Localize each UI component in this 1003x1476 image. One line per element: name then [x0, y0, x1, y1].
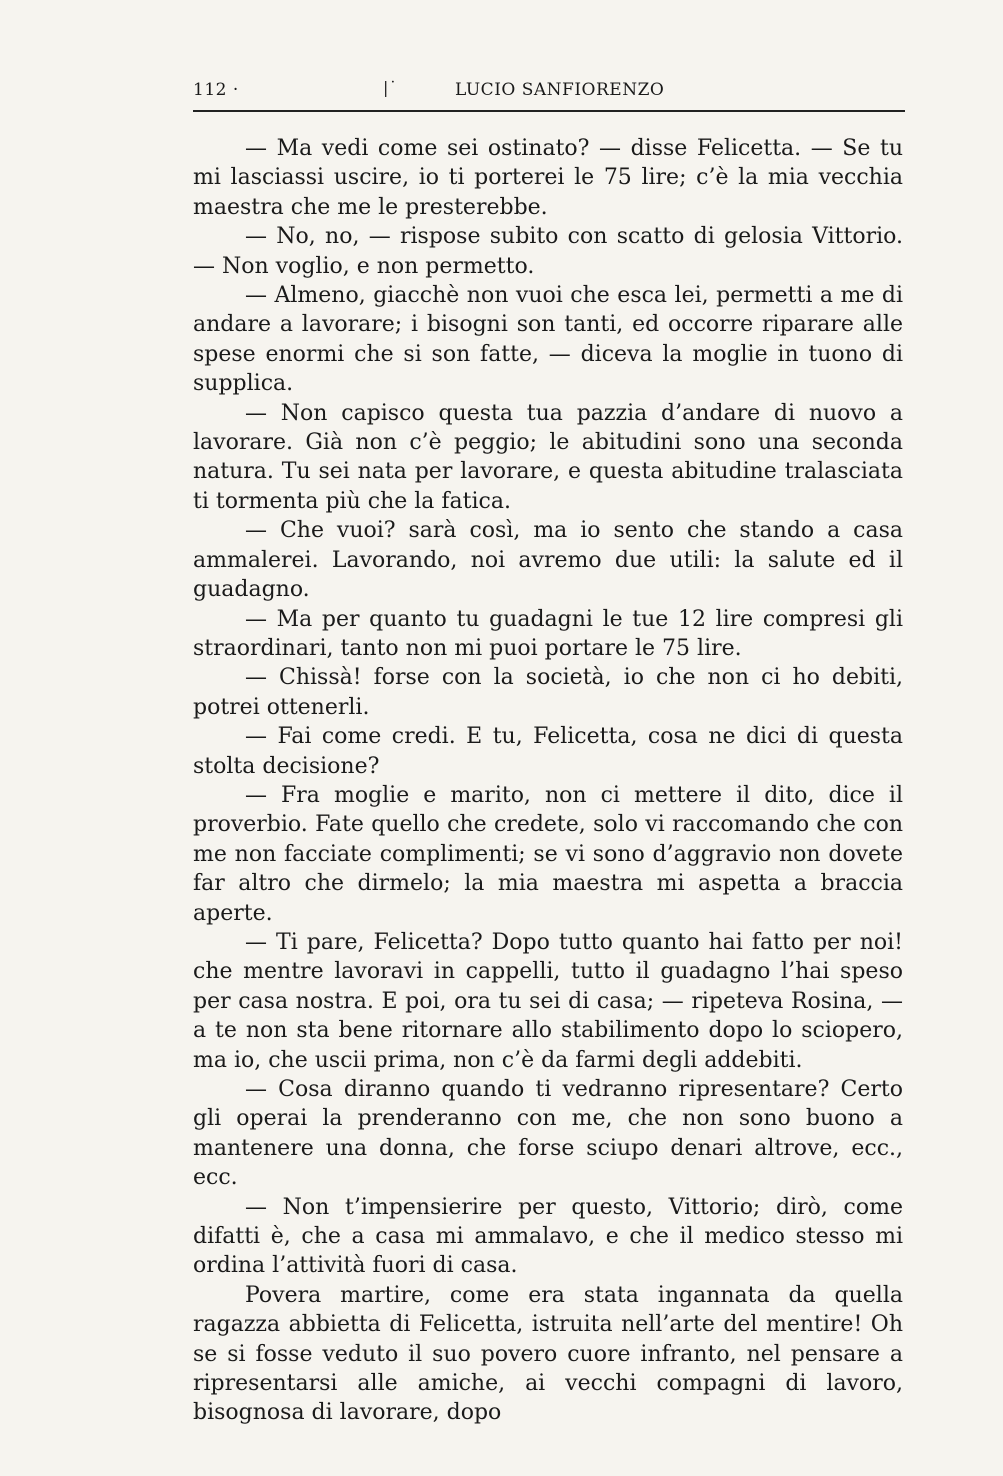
paragraph: — Non t’impensierire per questo, Vittorio; dirò, come difatti è, che a casa mi ammalavo, e che il medico stesso mi ordina l’attività fuori di casa. — [193, 1194, 903, 1279]
paragraph: Povera martire, come era stata ingannata da quella ragazza abbietta di Felicetta, istruita nell’arte del mentire! Oh se si fosse veduto il suo povero cuore infranto, nel pensare a ripresentarsi alle amiche, ai vecchi compagni di lavoro, bisognosa di lavorare, dopo — [193, 1282, 903, 1426]
paragraph: — Almeno, giacchè non vuoi che esca lei, permetti a me di andare a lavorare; i bisogni son tanti, ed occorre riparare alle spese enormi che si son fatte, — diceva la moglie in tuono di supplica. — [193, 283, 903, 397]
paragraph: — Ma per quanto tu guadagni le tue 12 lire compresi gli straordinari, tanto non mi puoi portare le 75 lire. — [193, 606, 903, 661]
running-title: LUCIO SANFIORENZO — [455, 80, 665, 100]
paragraph: — Chissà! forse con la società, io che non ci ho debiti, potrei ottenerli. — [193, 665, 903, 720]
paragraph: — No, no, — rispose subito con scatto di gelosia Vittorio. — Non voglio, e non permetto. — [193, 224, 903, 279]
paragraph: — Fai come credi. E tu, Felicetta, cosa ne dici di questa stolta decisione? — [193, 724, 903, 779]
paragraph: — Ti pare, Felicetta? Dopo tutto quanto hai fatto per noi! che mentre lavoravi in cappelli, tutto il guadagno l’hai speso per casa nostra. E poi, ora tu sei di casa; — ripeteva Rosina, — a te non sta bene ritornare allo stabilimento dopo lo sciopero, ma io, che uscii prima, non c’è da farmi degli addebiti. — [193, 929, 903, 1073]
paragraph: — Che vuoi? sarà così, ma io sento che stando a casa ammalerei. Lavorando, noi avremo due utili: la salute ed il guadagno. — [193, 518, 903, 603]
running-head — [193, 80, 905, 104]
body-text — [193, 134, 903, 1428]
paragraph: — Fra moglie e marito, non ci mettere il dito, dice il proverbio. Fate quello che credete, solo vi raccomando che con me non facciate complimenti; se vi sono d’aggravio non dovete far altro che dirmelo; la mia maestra mi aspetta a braccia aperte. — [193, 782, 903, 926]
paragraph: — Ma vedi come sei ostinato? — disse Felicetta. — Se tu mi lasciassi uscire, io ti porterei le 75 lire; c’è la mia vecchia maestra che me le presterebbe. — [193, 136, 903, 220]
header-rule — [193, 110, 905, 112]
page-number: 112 · — [193, 80, 239, 100]
paragraph: — Cosa diranno quando ti vedranno ripresentare? Certo gli operai la prenderanno con me, che non sono buono a mantenere una donna, che forse sciupo denari altrove, ecc., ecc. — [193, 1077, 903, 1191]
paragraph: — Non capisco questa tua pazzia d’andare di nuovo a lavorare. Già non c’è peggio; le abitudini sono una seconda natura. Tu sei nata per lavorare, e questa abitudine tralasciata ti tormenta più che la fatica. — [193, 400, 903, 514]
margin-mark: |˙ — [383, 78, 398, 97]
